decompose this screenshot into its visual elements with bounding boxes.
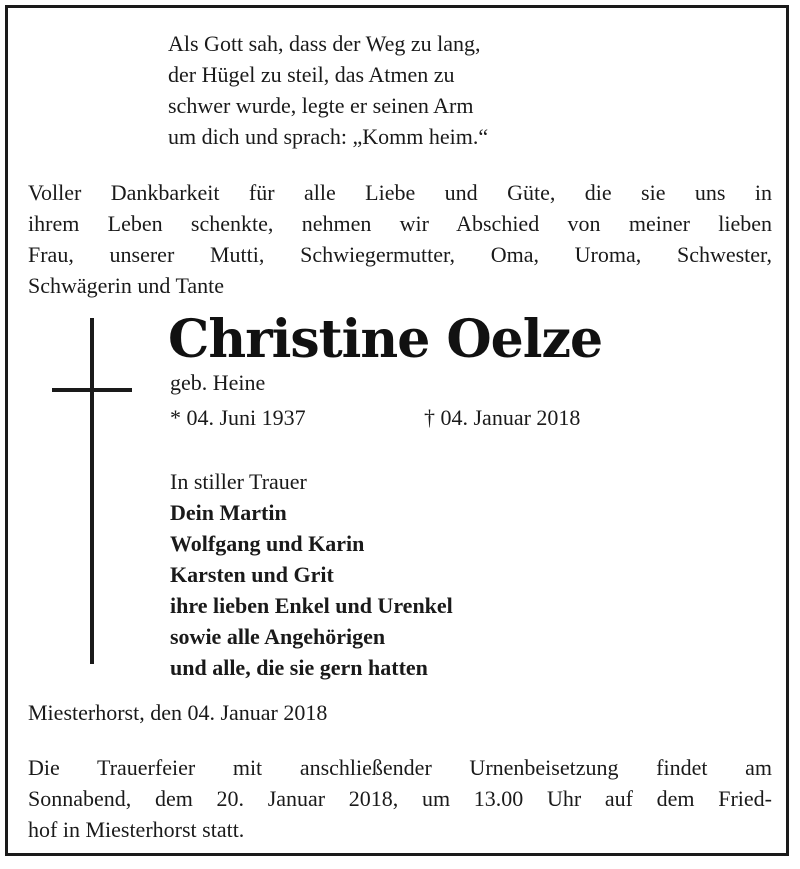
- death-date: † 04. Januar 2018: [424, 405, 581, 430]
- mourner-entry: ihre lieben Enkel und Urenkel: [170, 593, 453, 618]
- mourner-entry: Dein Martin: [170, 500, 287, 525]
- deceased-name: Christine Oelze: [168, 309, 603, 370]
- verse-line: der Hügel zu steil, das Atmen zu: [168, 62, 455, 87]
- place-and-date: Miesterhorst, den 04. Januar 2018: [28, 700, 328, 725]
- mourner-entry: Wolfgang und Karin: [170, 531, 365, 556]
- mourners-lead: In stiller Trauer: [170, 469, 307, 494]
- funeral-line: Sonnabend, dem 20. Januar 2018, um 13.00 Uhr auf dem Fried-: [28, 786, 772, 811]
- intro-line: Voller Dankbarkeit für alle Liebe und Güte, die sie uns in: [28, 180, 772, 205]
- funeral-line: Die Trauerfeier mit anschließender Urnenbeisetzung findet am: [28, 755, 772, 780]
- intro-line: Frau, unserer Mutti, Schwiegermutter, Oma, Uroma, Schwester,: [28, 242, 772, 267]
- cross-vertical-bar: [90, 318, 94, 664]
- birth-date: * 04. Juni 1937: [170, 405, 306, 430]
- funeral-line: hof in Miesterhorst statt.: [28, 817, 245, 842]
- mourners-list: [170, 466, 453, 683]
- mourner-entry: Karsten und Grit: [170, 562, 334, 587]
- intro-line: Schwägerin und Tante: [28, 273, 225, 298]
- intro-line: ihrem Leben schenkte, nehmen wir Abschied von meiner lieben: [28, 211, 772, 236]
- funeral-notice: [28, 752, 772, 845]
- cross-horizontal-bar: [52, 388, 132, 392]
- verse-line: um dich und sprach: „Komm heim.“: [168, 124, 489, 149]
- verse-line: Als Gott sah, dass der Weg zu lang,: [168, 31, 481, 56]
- intro-paragraph: [28, 177, 772, 301]
- mourner-entry: sowie alle Angehörigen: [170, 624, 386, 649]
- birth-name: geb. Heine: [170, 370, 266, 395]
- verse: [168, 28, 608, 152]
- mourner-entry: und alle, die sie gern hatten: [170, 655, 428, 680]
- verse-line: schwer wurde, legte er seinen Arm: [168, 93, 474, 118]
